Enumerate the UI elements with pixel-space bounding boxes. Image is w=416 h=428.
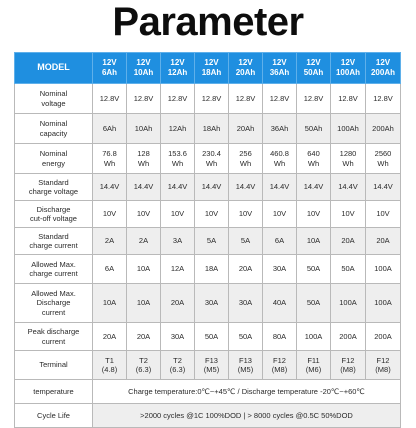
value-cell: 20A	[331, 228, 366, 255]
value-cell: 6A	[263, 228, 297, 255]
value-cell: 10A	[297, 228, 331, 255]
value-cell: 10A	[127, 255, 161, 284]
value-cell: 100Ah	[331, 114, 366, 144]
header-model-cell: 12V 50Ah	[297, 53, 331, 84]
value-cell: 100A	[297, 323, 331, 351]
value-cell: 12.8V	[127, 84, 161, 114]
table-row	[15, 84, 401, 114]
value-cell: 14.4V	[93, 174, 127, 201]
temperature-row	[15, 380, 401, 404]
row-label: temperature	[15, 380, 93, 404]
table-row	[15, 201, 401, 228]
value-cell: 153.6 Wh	[161, 144, 195, 174]
value-cell: 100A	[331, 284, 366, 323]
value-cell: 2560 Wh	[366, 144, 401, 174]
value-cell: 14.4V	[195, 174, 229, 201]
value-cell: 30A	[229, 284, 263, 323]
value-cell: 5A	[195, 228, 229, 255]
table-body	[15, 53, 401, 428]
value-cell: 14.4V	[366, 174, 401, 201]
value-cell: 100A	[366, 284, 401, 323]
table-row	[15, 144, 401, 174]
value-cell: 50Ah	[297, 114, 331, 144]
header-model-label: MODEL	[15, 53, 93, 84]
value-cell: 20A	[229, 255, 263, 284]
value-cell: 14.4V	[229, 174, 263, 201]
row-label: Cycle Life	[15, 404, 93, 428]
value-cell: 14.4V	[161, 174, 195, 201]
title-bar	[0, 0, 416, 44]
value-cell: 30A	[263, 255, 297, 284]
value-cell: 50A	[331, 255, 366, 284]
value-cell: F13 (M5)	[229, 351, 263, 380]
table-row	[15, 284, 401, 323]
value-cell: 10V	[331, 201, 366, 228]
value-cell: 20A	[161, 284, 195, 323]
value-cell: 200Ah	[366, 114, 401, 144]
header-model-cell: 12V 20Ah	[229, 53, 263, 84]
value-cell: 20A	[127, 323, 161, 351]
row-label: Nominal energy	[15, 144, 93, 174]
value-cell: F11 (M6)	[297, 351, 331, 380]
value-cell: 200A	[366, 323, 401, 351]
value-cell: 12.8V	[229, 84, 263, 114]
header-model-cell: 12V 100Ah	[331, 53, 366, 84]
header-model-cell: 12V 18Ah	[195, 53, 229, 84]
value-cell: 3A	[161, 228, 195, 255]
value-cell: 20Ah	[229, 114, 263, 144]
row-label: Standard charge current	[15, 228, 93, 255]
value-cell: 14.4V	[127, 174, 161, 201]
value-cell: 12.8V	[93, 84, 127, 114]
value-cell: 12.8V	[366, 84, 401, 114]
value-cell: 2A	[127, 228, 161, 255]
value-cell: 5A	[229, 228, 263, 255]
row-label: Nominal capacity	[15, 114, 93, 144]
header-model-cell: 12V 200Ah	[366, 53, 401, 84]
value-cell: 20A	[93, 323, 127, 351]
value-cell: 20A	[366, 228, 401, 255]
value-cell: 460.8 Wh	[263, 144, 297, 174]
table-row	[15, 114, 401, 144]
value-cell: 50A	[195, 323, 229, 351]
value-cell: 50A	[229, 323, 263, 351]
value-cell: 10V	[263, 201, 297, 228]
row-label: Allowed Max. charge current	[15, 255, 93, 284]
value-cell: 256 Wh	[229, 144, 263, 174]
value-cell: F12 (M8)	[263, 351, 297, 380]
value-cell: 12.8V	[297, 84, 331, 114]
value-cell: 10V	[93, 201, 127, 228]
header-model-cell: 12V 12Ah	[161, 53, 195, 84]
value-cell: 30A	[161, 323, 195, 351]
value-cell: F12 (M8)	[331, 351, 366, 380]
value-cell: 12.8V	[161, 84, 195, 114]
value-cell: 18Ah	[195, 114, 229, 144]
value-cell: F12 (M8)	[366, 351, 401, 380]
value-cell: 10V	[161, 201, 195, 228]
value-cell: F13 (M5)	[195, 351, 229, 380]
value-cell: 36Ah	[263, 114, 297, 144]
value-cell: 12Ah	[161, 114, 195, 144]
value-cell: 30A	[195, 284, 229, 323]
value-cell: 6A	[93, 255, 127, 284]
value-cell: 2A	[93, 228, 127, 255]
value-cell: 12A	[161, 255, 195, 284]
value-cell: 80A	[263, 323, 297, 351]
value-cell: 10V	[195, 201, 229, 228]
header-model-cell: 12V 10Ah	[127, 53, 161, 84]
table-row	[15, 174, 401, 201]
value-cell: T2 (6.3)	[127, 351, 161, 380]
table-row	[15, 255, 401, 284]
value-cell: 200A	[331, 323, 366, 351]
value-cell: 50A	[297, 284, 331, 323]
header-model-cell: 12V 36Ah	[263, 53, 297, 84]
table-header-row	[15, 53, 401, 84]
value-cell: 10V	[229, 201, 263, 228]
value-cell: 14.4V	[331, 174, 366, 201]
row-label: Peak discharge current	[15, 323, 93, 351]
value-cell: 40A	[263, 284, 297, 323]
table-row	[15, 351, 401, 380]
table-row	[15, 228, 401, 255]
value-cell: 10V	[127, 201, 161, 228]
value-cell: 76.8 Wh	[93, 144, 127, 174]
value-cell: 12.8V	[331, 84, 366, 114]
row-label: Allowed Max. Discharge current	[15, 284, 93, 323]
table-row	[15, 323, 401, 351]
page-title: Parameter	[112, 0, 304, 44]
value-cell: T1 (4.8)	[93, 351, 127, 380]
header-model-cell: 12V 6Ah	[93, 53, 127, 84]
row-label: Standard charge voltage	[15, 174, 93, 201]
value-cell: 10V	[366, 201, 401, 228]
value-cell: 1280 Wh	[331, 144, 366, 174]
spanning-value-cell: Charge temperature:0℃~+45℃ / Discharge temperature -20℃~+60℃	[93, 380, 401, 404]
value-cell: 100A	[366, 255, 401, 284]
value-cell: 10Ah	[127, 114, 161, 144]
value-cell: 12.8V	[263, 84, 297, 114]
value-cell: 10V	[297, 201, 331, 228]
parameter-table	[14, 52, 401, 428]
value-cell: 10A	[127, 284, 161, 323]
row-label: Nominal voltage	[15, 84, 93, 114]
value-cell: 640 Wh	[297, 144, 331, 174]
value-cell: 230.4 Wh	[195, 144, 229, 174]
value-cell: 14.4V	[263, 174, 297, 201]
value-cell: 50A	[297, 255, 331, 284]
value-cell: 10A	[93, 284, 127, 323]
row-label: Terminal	[15, 351, 93, 380]
value-cell: 18A	[195, 255, 229, 284]
value-cell: T2 (6.3)	[161, 351, 195, 380]
row-label: Discharge cut-off voltage	[15, 201, 93, 228]
value-cell: 12.8V	[195, 84, 229, 114]
value-cell: 6Ah	[93, 114, 127, 144]
spanning-value-cell: >2000 cycles @1C 100%DOD | > 8000 cycles @0.5C 50%DOD	[93, 404, 401, 428]
value-cell: 128 Wh	[127, 144, 161, 174]
value-cell: 14.4V	[297, 174, 331, 201]
